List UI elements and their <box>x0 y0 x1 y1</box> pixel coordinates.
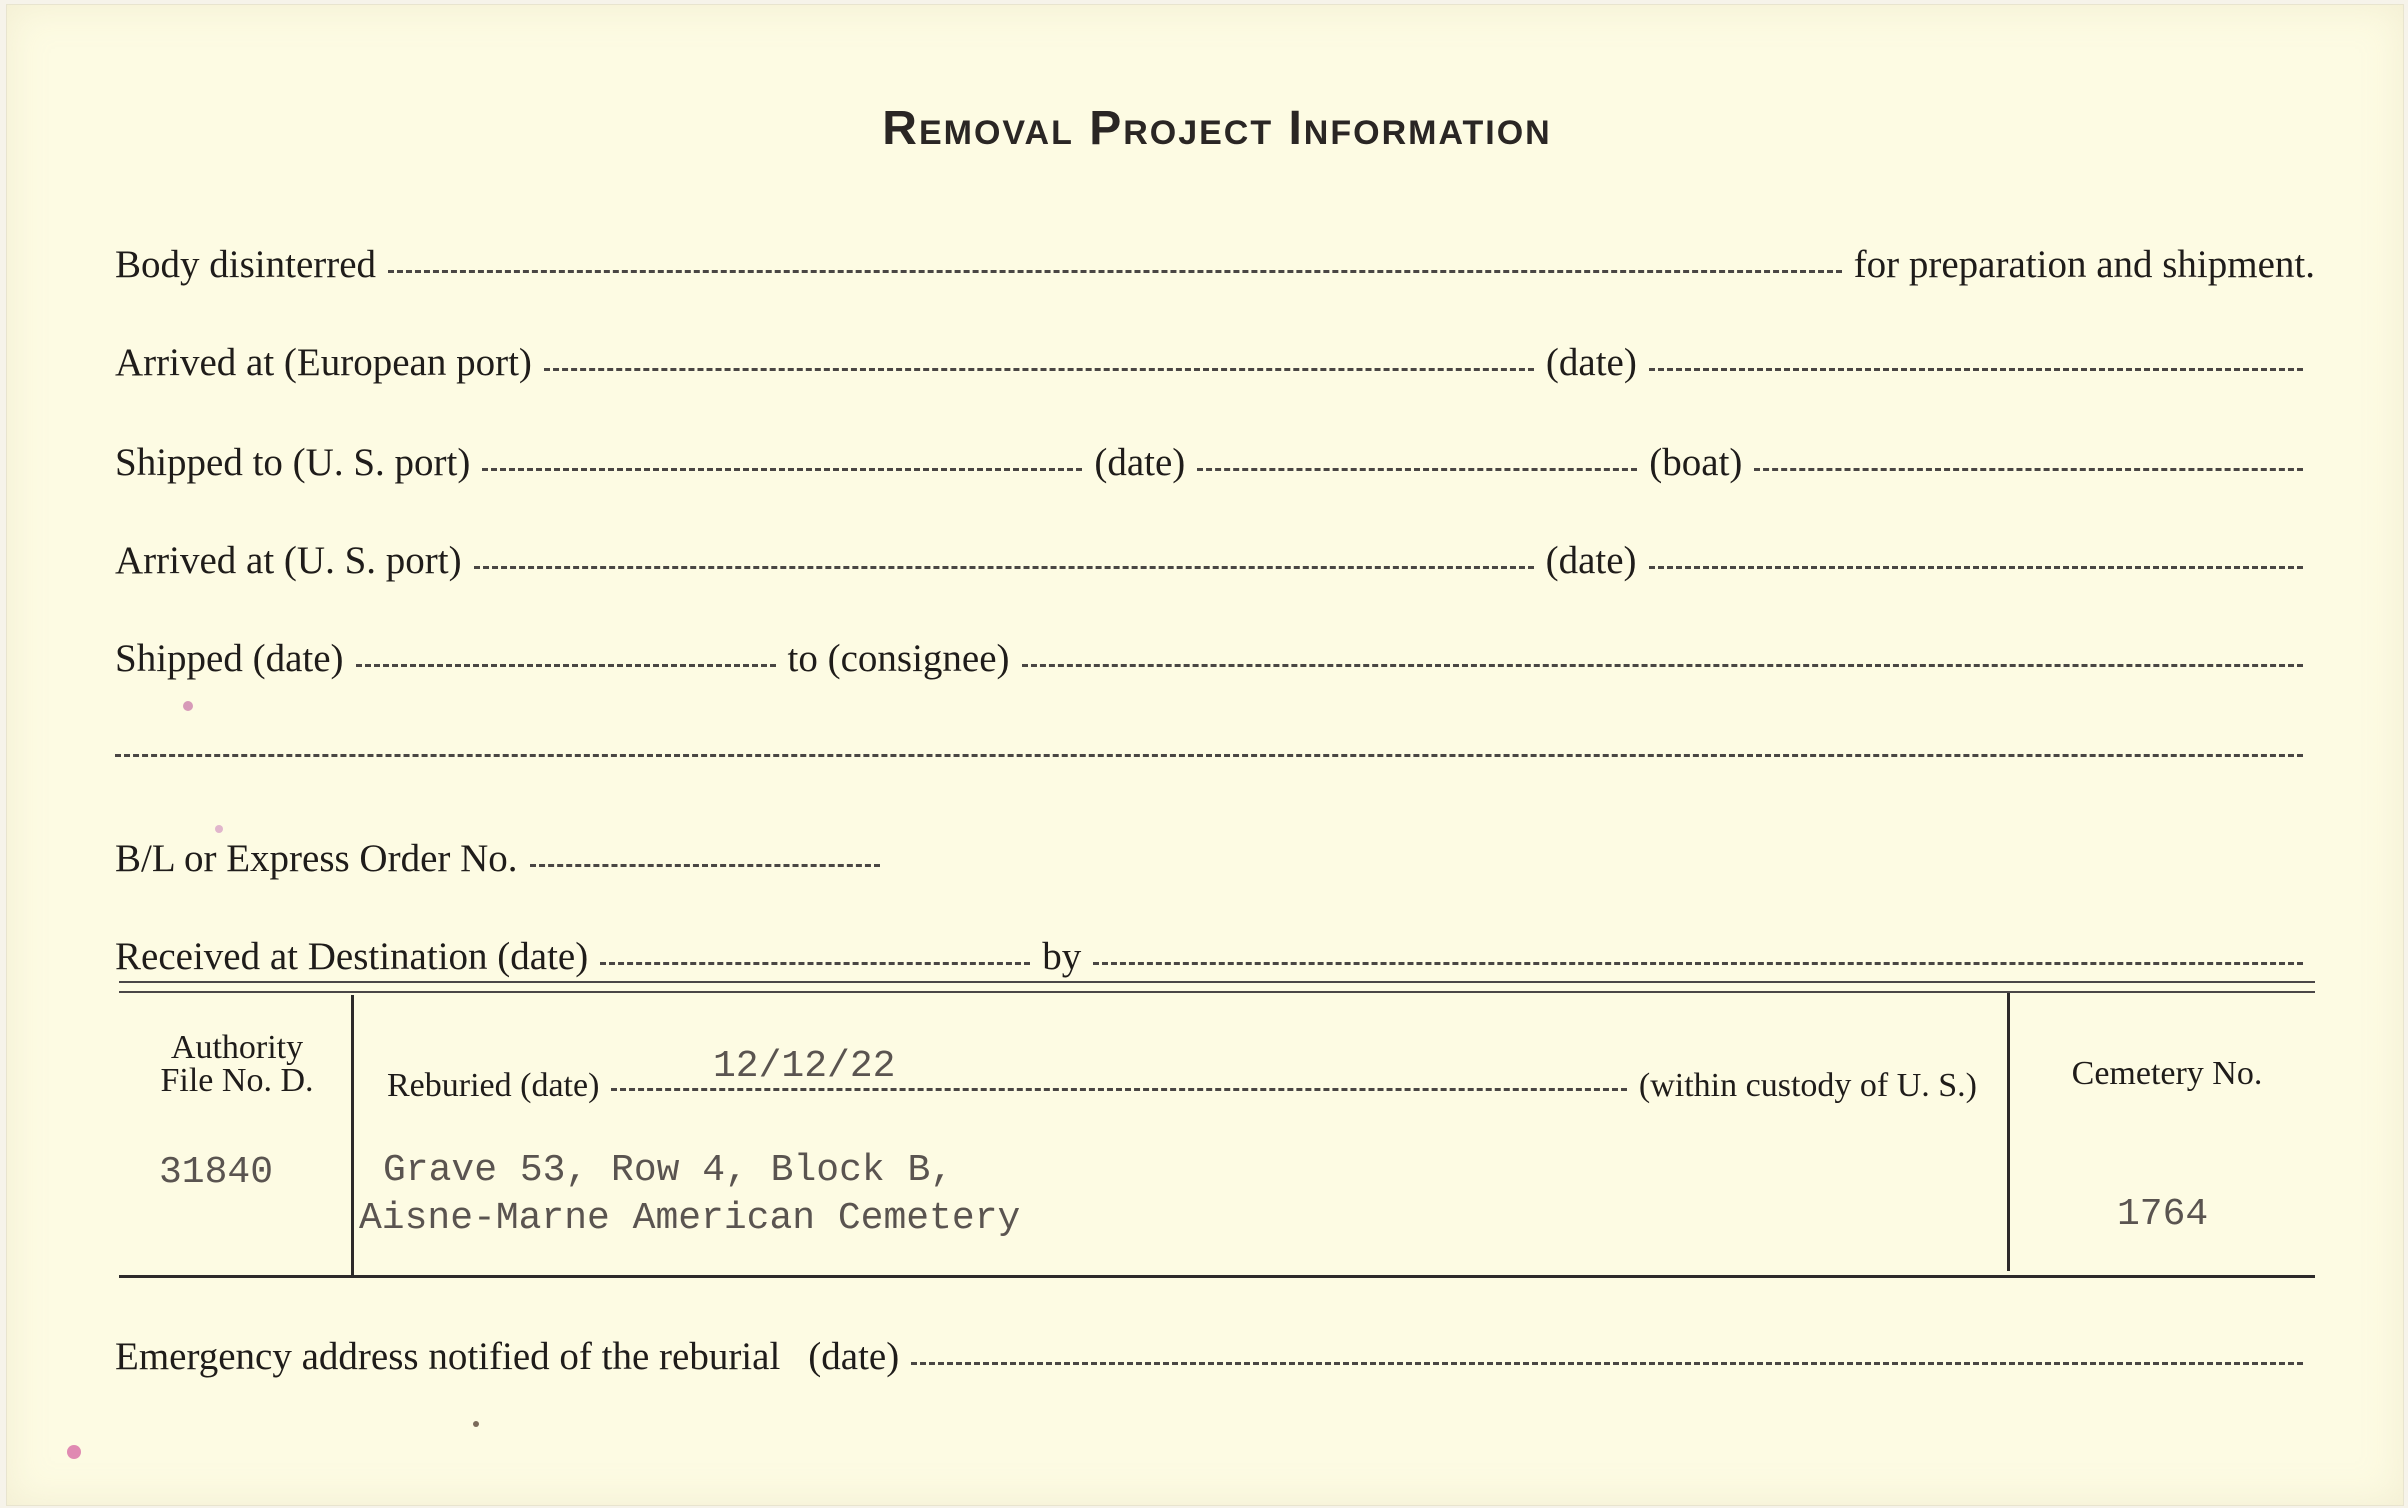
bl-field <box>530 864 880 867</box>
consignee-continuation-row <box>115 711 2315 771</box>
arrived-us-label: Arrived at (U. S. port) <box>115 539 462 582</box>
boat-field <box>1754 468 2303 471</box>
custody-label: (within custody of U. S.) <box>1638 1067 1977 1104</box>
authority-header <box>127 1031 347 1097</box>
reburied-row <box>387 1045 1977 1105</box>
by-label: by <box>1042 935 1082 978</box>
received-date-field <box>600 962 1030 965</box>
location-line-1: Grave 53, Row 4, Block B, <box>383 1149 954 1192</box>
authority-label-1: Authority <box>170 1029 304 1066</box>
shipped-date-field <box>1197 468 1637 471</box>
arrived-european-row <box>115 325 2315 385</box>
table-top-rule <box>119 981 2315 993</box>
bl-row <box>115 821 2315 881</box>
reburied-label: Reburied (date) <box>387 1067 600 1104</box>
ink-speck <box>215 825 223 833</box>
body-disinterred-field <box>388 270 1842 273</box>
body-disinterred-label: Body disinterred <box>115 243 377 286</box>
shipped-date-label: (date) <box>1094 441 1186 484</box>
consignee-label: to (consignee) <box>787 637 1010 680</box>
bl-label: B/L or Express Order No. <box>115 837 518 880</box>
authority-value: 31840 <box>159 1151 274 1194</box>
table-bottom-rule <box>119 1275 2315 1278</box>
shipped-date-only-field <box>356 664 776 667</box>
ink-speck <box>183 701 193 711</box>
reburied-date-field <box>611 1088 1627 1091</box>
authority-label-2: File No. D. <box>160 1062 314 1099</box>
shipped-us-label: Shipped to (U. S. port) <box>115 441 471 484</box>
consignee-continuation-field <box>115 754 2303 757</box>
shipped-us-row <box>115 425 2315 485</box>
table-divider-left <box>351 995 354 1275</box>
arrived-us-date-field <box>1649 566 2303 569</box>
arrived-european-label: Arrived at (European port) <box>115 341 532 384</box>
us-port-field <box>482 468 1082 471</box>
cemetery-label: Cemetery No. <box>2071 1055 2263 1092</box>
european-date-label: (date) <box>1545 341 1637 384</box>
ink-speck <box>473 1421 479 1427</box>
received-row <box>115 919 2315 979</box>
page-title: Removal Project Information <box>882 102 1552 155</box>
shipped-consignee-row <box>115 621 2315 681</box>
table-divider-right <box>2007 993 2010 1271</box>
for-preparation-label: for preparation and shipment. <box>1853 243 2315 286</box>
boat-label: (boat) <box>1649 441 1743 484</box>
body-disinterred-row <box>115 227 2315 287</box>
emergency-row <box>115 1319 2315 1379</box>
emergency-label: Emergency address notified of the reburial <box>115 1335 781 1378</box>
european-date-field <box>1649 368 2303 371</box>
received-by-field <box>1093 962 2303 965</box>
reburied-value: 12/12/22 <box>713 1045 896 1088</box>
arrived-us-date-label: (date) <box>1545 539 1637 582</box>
arrived-us-port-field <box>474 566 1534 569</box>
location-line-2: Aisne-Marne American Cemetery <box>359 1197 1021 1240</box>
arrived-us-row <box>115 523 2315 583</box>
shipped-date-only-label: Shipped (date) <box>115 637 344 680</box>
european-port-field <box>544 368 1534 371</box>
emergency-date-field <box>911 1362 2303 1365</box>
record-card <box>6 4 2404 1506</box>
received-label: Received at Destination (date) <box>115 935 589 978</box>
emergency-date-label: (date) <box>808 1335 900 1378</box>
ink-speck <box>67 1445 81 1459</box>
cemetery-value: 1764 <box>2117 1193 2209 1236</box>
consignee-field <box>1022 664 2303 667</box>
